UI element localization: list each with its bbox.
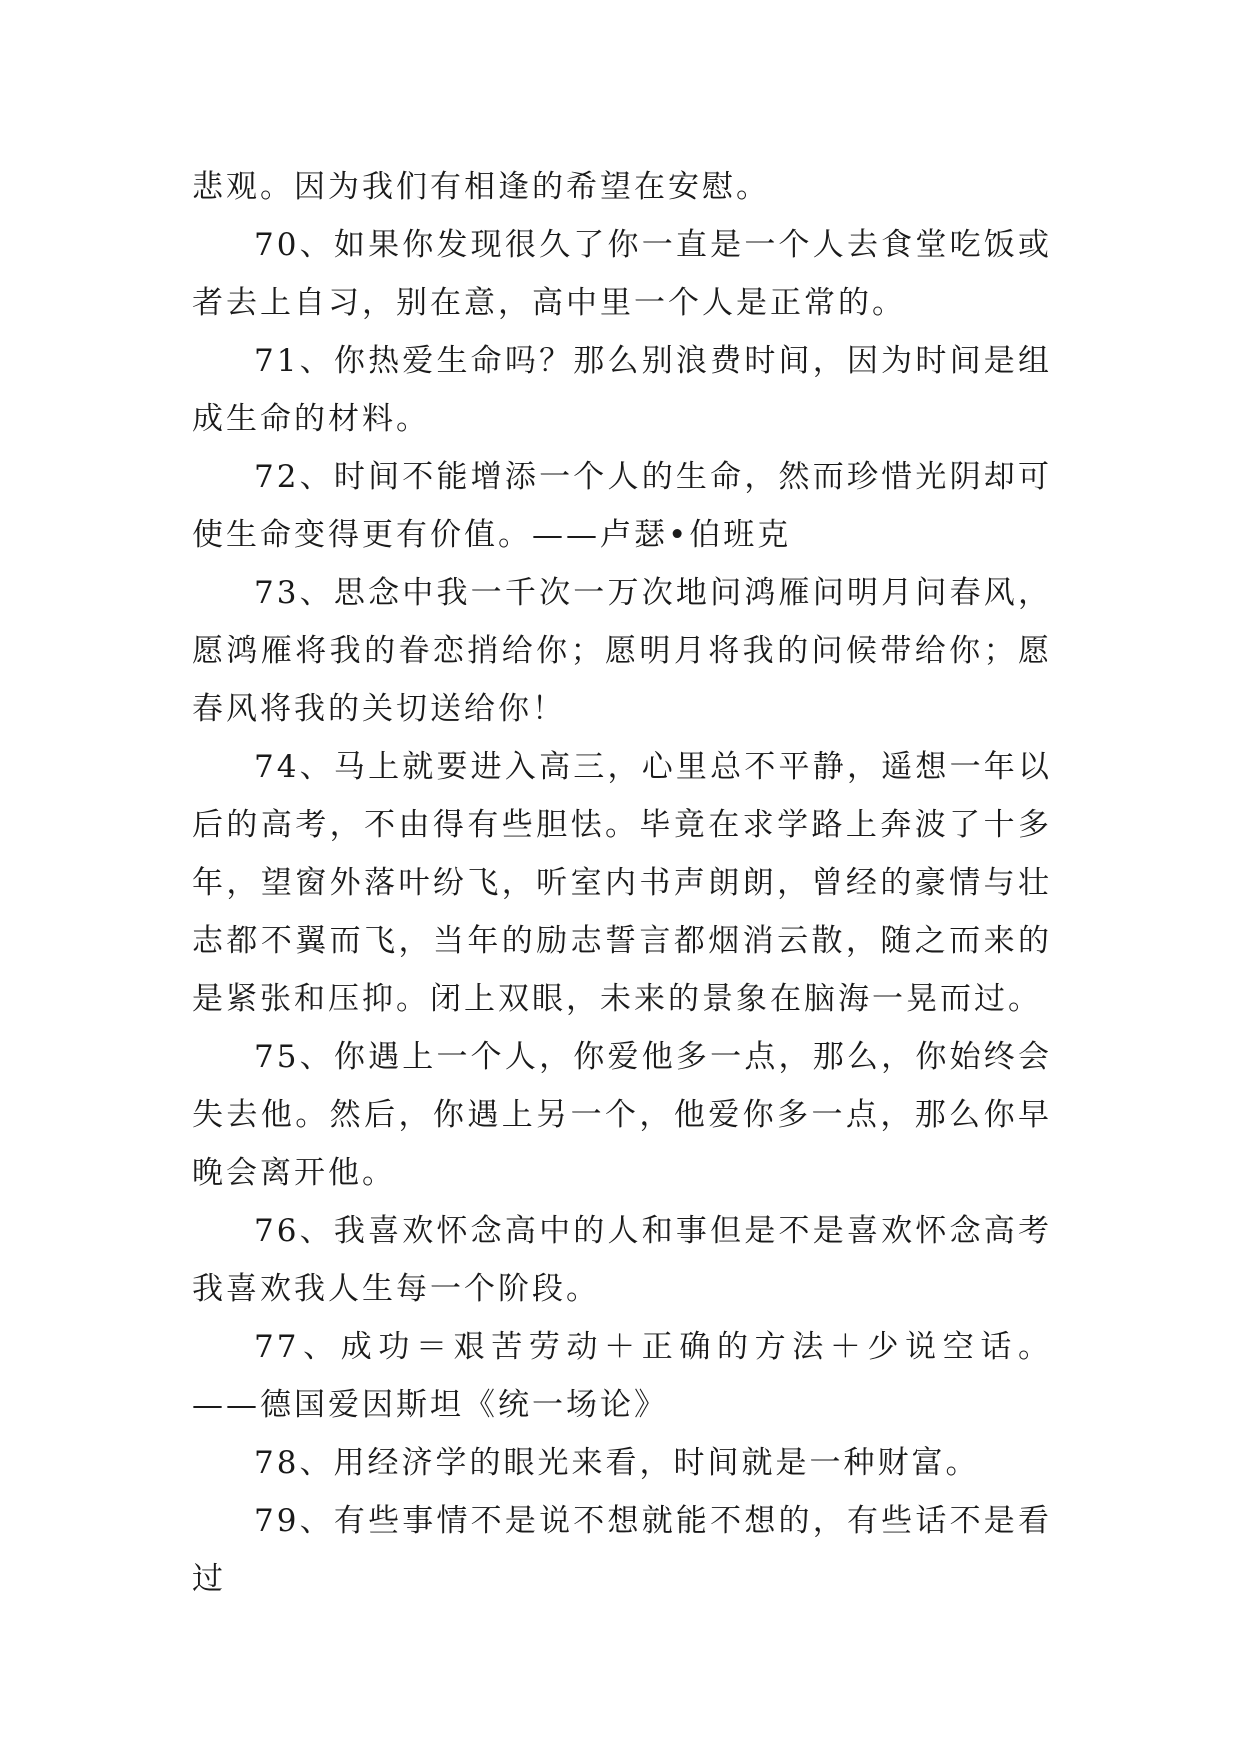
paragraph-71: 71、你热爱生命吗？那么别浪费时间，因为时间是组成生命的材料。 [192,343,1052,437]
paragraph-70: 70、如果你发现很久了你一直是一个人去食堂吃饭或者去上自习，别在意，高中里一个人是正常的。 [192,227,1052,321]
paragraph-79: 79、有些事情不是说不想就能不想的，有些话不是看过 [192,1503,1052,1597]
paragraph-77: 77、成功＝艰苦劳动＋正确的方法＋少说空话。 ——德国爱因斯坦《统一场论》 [192,1329,1052,1423]
paragraph-72: 72、时间不能增添一个人的生命，然而珍惜光阴却可使生命变得更有价值。——卢瑟•伯班克 [192,459,1052,553]
paragraph-73: 73、思念中我一千次一万次地问鸿雁问明月问春风，愿鸿雁将我的眷恋捎给你；愿明月将我的问候带给你；愿春风将我的关切送给你！ [192,575,1052,727]
paragraph-continuation: 悲观。因为我们有相逢的希望在安慰。 [192,169,770,205]
paragraph-75: 75、你遇上一个人，你爱他多一点，那么，你始终会失去他。然后，你遇上另一个，他爱你多一点，那么你早晚会离开他。 [192,1039,1052,1191]
document-body [192,158,1052,1608]
paragraph-76: 76、我喜欢怀念高中的人和事但是不是喜欢怀念高考我喜欢我人生每一个阶段。 [192,1213,1052,1307]
paragraph-74: 74、马上就要进入高三，心里总不平静，遥想一年以后的高考，不由得有些胆怯。毕竟在求学路上奔波了十多年，望窗外落叶纷飞，听室内书声朗朗，曾经的豪情与壮志都不翼而飞，当年的励志誓言都烟消云散，随之而来的是紧张和压抑。闭上双眼，未来的景象在脑海一晃而过。 [192,749,1052,1017]
paragraph-78: 78、用经济学的眼光来看，时间就是一种财富。 [254,1445,980,1481]
